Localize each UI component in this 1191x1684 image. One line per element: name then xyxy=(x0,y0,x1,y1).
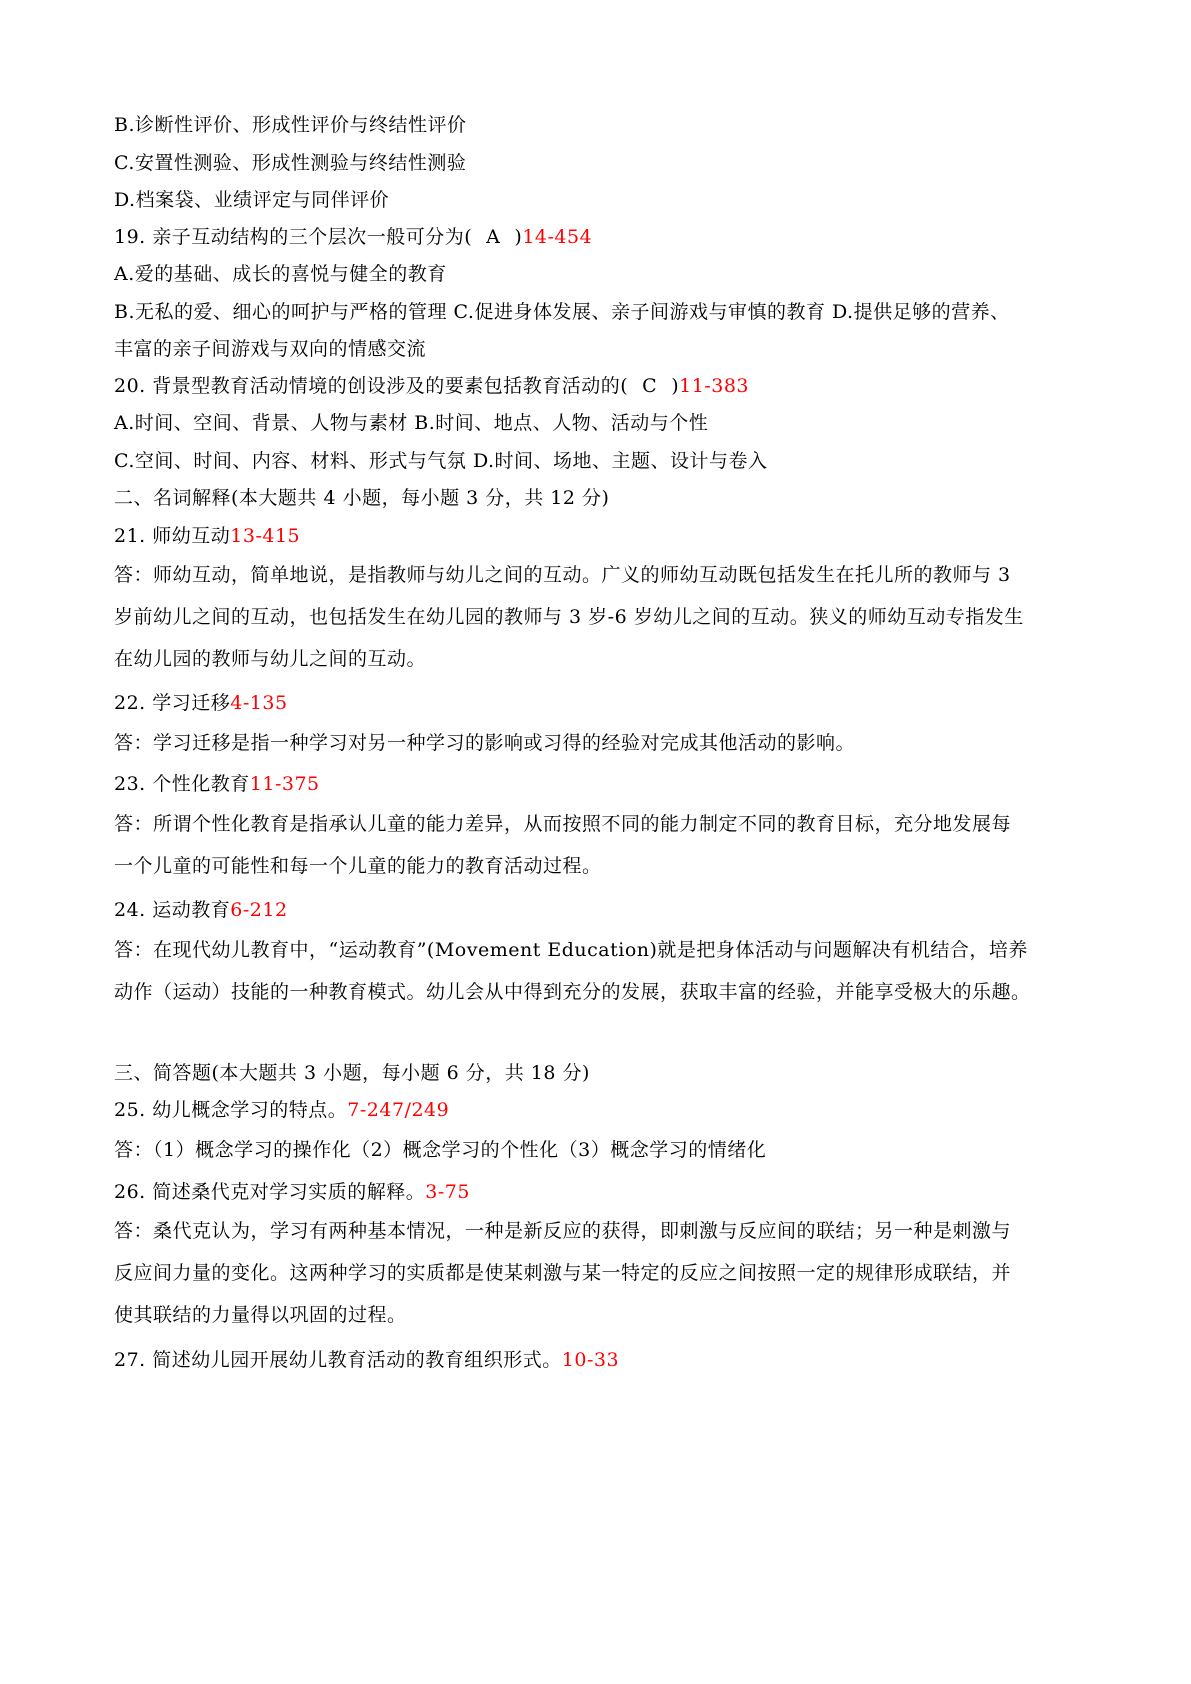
q24-answer-line2: 动作（运动）技能的一种教育模式。幼儿会从中得到充分的发展，获取丰富的经验，并能享受极大的乐趣。 xyxy=(114,981,1031,1003)
q19-option-a: A.爱的基础、成长的喜悦与健全的教育 xyxy=(114,263,447,285)
q18-option-d: D.档案袋、业绩评定与同伴评价 xyxy=(114,189,390,211)
q18-option-c: C.安置性测验、形成性测验与终结性测验 xyxy=(114,152,467,174)
section-3-heading: 三、简答题(本大题共 3 小题，每小题 6 分，共 18 分) xyxy=(114,1062,590,1084)
q21-answer-line3: 在幼儿园的教师与幼儿之间的互动。 xyxy=(114,648,427,670)
q20-stem: 20. 背景型教育活动情境的创设涉及的要素包括教育活动的( xyxy=(114,375,629,397)
q23-title: 23. 个性化教育 xyxy=(114,773,250,795)
q22-answer-line1: 答：学习迁移是指一种学习对另一种学习的影响或习得的经验对完成其他活动的影响。 xyxy=(114,732,856,754)
q22-reference: 4-135 xyxy=(230,692,288,714)
q22-title-line xyxy=(114,690,288,716)
q22-title: 22. 学习迁移 xyxy=(114,692,231,714)
q19-answer: A xyxy=(486,226,501,248)
section-2-heading: 二、名词解释(本大题共 4 小题，每小题 3 分，共 12 分) xyxy=(114,487,610,509)
q20-stem-line xyxy=(114,373,749,399)
q19-options-bcd-line2: 丰富的亲子间游戏与双向的情感交流 xyxy=(114,338,427,360)
q26-title: 26. 简述桑代克对学习实质的解释。 xyxy=(114,1181,426,1203)
q21-answer-line1: 答：师幼互动，简单地说，是指教师与幼儿之间的互动。广义的师幼互动既包括发生在托儿所的教师与 3 xyxy=(114,564,1011,586)
q27-reference: 10-33 xyxy=(561,1349,620,1371)
q20-options-cd: C.空间、时间、内容、材料、形式与气氛 D.时间、场地、主题、设计与卷入 xyxy=(114,450,768,472)
q23-answer-line1: 答：所谓个性化教育是指承认儿童的能力差异，从而按照不同的能力制定不同的教育目标，充分地发展每 xyxy=(114,813,1012,835)
q25-title: 25. 幼儿概念学习的特点。 xyxy=(114,1099,348,1121)
q20-answer: C xyxy=(642,375,658,397)
q19-close-paren: ) xyxy=(514,226,523,248)
q24-reference: 6-212 xyxy=(230,899,288,921)
q20-options-ab: A.时间、空间、背景、人物与素材 B.时间、地点、人物、活动与个性 xyxy=(114,412,709,434)
q23-reference: 11-375 xyxy=(249,773,320,795)
q19-reference: 14-454 xyxy=(522,226,593,248)
q27-title-line xyxy=(114,1347,619,1373)
q20-reference: 11-383 xyxy=(679,375,750,397)
q24-title-line xyxy=(114,897,288,923)
q21-reference: 13-415 xyxy=(230,525,301,547)
q19-stem: 19. 亲子互动结构的三个层次一般可分为( xyxy=(114,226,473,248)
q23-title-line xyxy=(114,771,320,797)
q27-title: 27. 简述幼儿园开展幼儿教育活动的教育组织形式。 xyxy=(114,1349,562,1371)
q26-answer-line1: 答：桑代克认为，学习有两种基本情况，一种是新反应的获得，即刺激与反应间的联结；另一种是刺激与 xyxy=(114,1220,1012,1242)
q21-answer-line2: 岁前幼儿之间的互动，也包括发生在幼儿园的教师与 3 岁-6 岁幼儿之间的互动。狭义的师幼互动专指发生 xyxy=(114,606,1024,628)
q25-title-line xyxy=(114,1097,449,1123)
q24-answer-line1: 答：在现代幼儿教育中，“运动教育”(Movement Education)就是把身体活动与问题解决有机结合，培养 xyxy=(114,939,1028,961)
q26-answer-line3: 使其联结的力量得以巩固的过程。 xyxy=(114,1304,407,1326)
q25-reference: 7-247/249 xyxy=(347,1099,450,1121)
q20-close-paren: ) xyxy=(671,375,680,397)
q19-options-bcd-line1: B.无私的爱、细心的呵护与严格的管理 C.促进身体发展、亲子间游戏与审慎的教育 D.提供足够的营养、 xyxy=(114,301,1010,323)
q26-title-line xyxy=(114,1179,470,1205)
q21-title: 21. 师幼互动 xyxy=(114,525,231,547)
q24-title: 24. 运动教育 xyxy=(114,899,231,921)
q18-option-b: B.诊断性评价、形成性评价与终结性评价 xyxy=(114,114,467,136)
q23-answer-line2: 一个儿童的可能性和每一个儿童的能力的教育活动过程。 xyxy=(114,855,602,877)
q25-answer-line1: 答：（1）概念学习的操作化（2）概念学习的个性化（3）概念学习的情绪化 xyxy=(114,1139,767,1161)
q19-stem-line xyxy=(114,224,592,250)
q26-reference: 3-75 xyxy=(425,1181,470,1203)
q21-title-line xyxy=(114,523,300,549)
q26-answer-line2: 反应间力量的变化。这两种学习的实质都是使某刺激与某一特定的反应之间按照一定的规律形成联结，并 xyxy=(114,1262,1012,1284)
